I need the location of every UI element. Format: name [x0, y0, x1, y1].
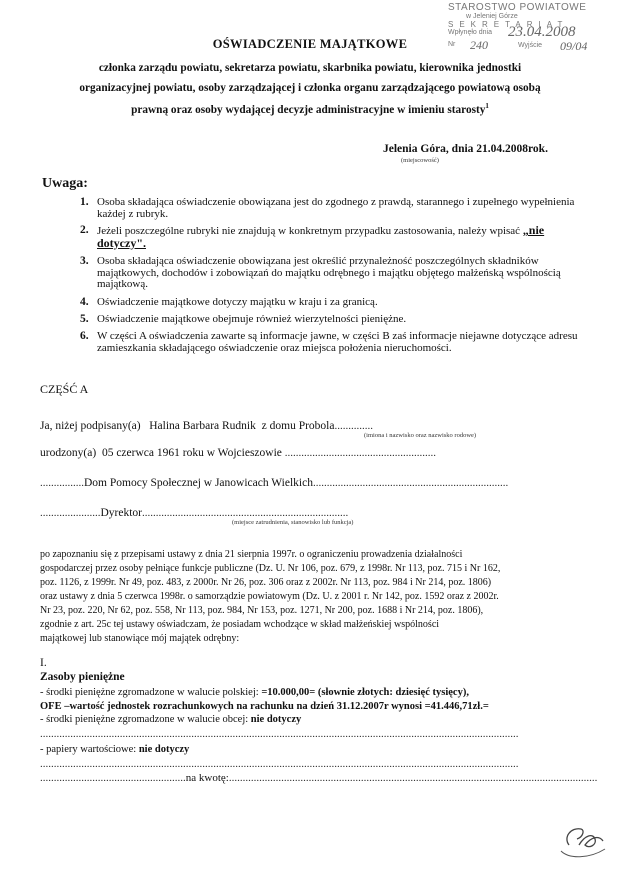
workplace-dots: ....................................................................... [312, 477, 509, 489]
birth-line [40, 447, 436, 459]
amount-label: na kwotę: [185, 772, 229, 784]
pln-value: =10.000,00= (słownie złotych: dziesięć tysięcy), [261, 687, 469, 698]
position-dots: ........................................................................... [142, 507, 349, 519]
instruction-item: Osoba składająca oświadczenie obowiązana jest określić przynależność poszczególnych składników majątkowych, dochodów i zobowiązań do majątku odrębnego i majątku objętego małżeńską wspólnością majątkową. [97, 255, 561, 290]
name-dots: .............. [334, 420, 373, 432]
subtitle-line-1: członka zarządu powiatu, sekretarza powiatu, skarbnika powiatu, kierownika jednostki [98, 62, 522, 74]
instruction-item: W części A oświadczenia zawarte są informacje jawne, w części B zaś informacje niejawne dotyczące adresu zamieszkania składającego oświadczenie oraz miejsca położenia nieruchomości. [97, 330, 578, 354]
legal-line: poz. 1126, z 1999r. Nr 49, poz. 483, z 2000r. Nr 26, poz. 306 oraz z 2002r. Nr 113, poz. 984 i Nr 214, poz. 1806) [40, 577, 492, 588]
birth-name: z domu Probola [261, 420, 335, 432]
subtitle-line-3 [0, 102, 620, 116]
foreign-line [40, 713, 301, 727]
instruction-item: Oświadczenie majątkowe obejmuje również wierzytelności pieniężne. [97, 313, 407, 325]
blank-line: .............................................................................................................................................................................. [40, 728, 519, 740]
legal-line: zgodnie z art. 25c tej ustawy oświadczam, że posiadam wchodzące w skład małżeńskiej wspólności [40, 619, 440, 630]
workplace-line [40, 477, 508, 489]
foreign-value: nie dotyczy [250, 714, 302, 725]
amount-prefix-dots: ..................................................... [40, 772, 186, 784]
amount-dots: ...................................................................................................................................... [228, 772, 598, 784]
stamp-nr-value: 240 [470, 38, 488, 52]
footnote-marker: 1 [485, 102, 489, 110]
born-dots: ....................................................... [284, 447, 437, 459]
pln-line [40, 686, 469, 700]
stamp-wyj-value: 09/04 [560, 39, 588, 53]
stamp-line-2: w Jeleniej Górze [466, 13, 518, 20]
subtitle-line-3-text: prawną oraz osoby wydającej decyzje administracyjne w imieniu starosty [131, 103, 486, 116]
item-number: 3. [80, 255, 89, 267]
instruction-item: Osoba składająca oświadczenie obowiązana jest do zgodnego z prawdą, starannego i zupełnego wypełnienia każdej z rubryk. [97, 196, 575, 220]
part-a-heading: CZĘŚĆ A [40, 382, 89, 396]
ofe-line: OFE –wartość jednostek rozrachunkowych na rachunku na dzień 31.12.2007r wynosi =41.446,71zł.= [40, 701, 489, 712]
stamp-wyj-label: Wyjście [518, 42, 543, 49]
legal-line: Nr 23, poz. 220, Nr 62, poz. 558, Nr 113, poz. 984, Nr 153, poz. 1271, Nr 200, poz. 1688 i Nr 214, poz. 1806), [40, 605, 484, 616]
stamp-line-3: SEKRETARIAT [448, 20, 569, 29]
item-number: 4. [80, 296, 89, 308]
workplace: Dom Pomocy Społecznej w Janowicach Wielkich [84, 477, 313, 489]
instruction-text: Jeżeli poszczególne rubryki nie znajdują w konkretnym przypadku zastosowania, należy wpisać [97, 225, 521, 237]
document-title: OŚWIADCZENIE MAJĄTKOWE [212, 37, 408, 51]
uwaga-heading: Uwaga: [42, 176, 88, 191]
legal-line: po zapoznaniu się z przepisami ustawy z dnia 21 sierpnia 1997r. o ograniczeniu prowadzenia działalności [40, 549, 463, 560]
instruction-item: Oświadczenie majątkowe dotyczy majątku w kraju i za granicą. [97, 296, 378, 308]
stamp-received-label: Wpłynęło dnia [448, 29, 492, 36]
amount-line [40, 772, 597, 784]
stamp-nr-label: Nr [448, 41, 456, 48]
section-number: I. [40, 657, 47, 669]
born-value: 05 czerwca 1961 roku w Wojcieszowie [101, 447, 282, 459]
place-caption: (miejscowość) [401, 157, 439, 164]
position-prefix-dots: ...................... [40, 507, 101, 519]
nie-dotyczy-emphasis: „nie dotyczy". [97, 223, 545, 250]
place-date: Jelenia Góra, dnia 21.04.2008rok. [383, 143, 548, 155]
position: Dyrektor [100, 507, 143, 519]
declarant-label: Ja, niżej podpisany(a) [40, 420, 141, 432]
born-label: urodzony(a) [40, 447, 97, 459]
legal-line: majątkowej lub stanowiące mój majątek odrębny: [40, 633, 240, 644]
item-number: 5. [80, 313, 89, 325]
item-number: 2. [80, 224, 89, 236]
name-caption: (imiona i nazwisko oraz nazwisko rodowe) [364, 432, 477, 439]
instruction-item [97, 225, 585, 250]
item-number: 6. [80, 330, 89, 342]
declarant-name: Halina Barbara Rudnik [149, 420, 256, 432]
item-number: 1. [80, 196, 89, 208]
handwritten-initials [555, 815, 613, 863]
workplace-prefix-dots: ................ [40, 477, 84, 489]
stamp-line-1: STAROSTWO POWIATOWE [448, 2, 587, 13]
blank-line: .............................................................................................................................................................................. [40, 758, 519, 770]
position-line [40, 507, 348, 519]
stamp-received-date: 23.04.2008 [508, 24, 576, 40]
legal-line: oraz ustawy z dnia 5 czerwca 1998r. o samorządzie powiatowym (Dz. U. z 2001 r. Nr 142, poz. 1592 oraz z 2002r. [40, 591, 499, 602]
securities-label: - papiery wartościowe: [40, 744, 137, 755]
pln-label: - środki pieniężne zgromadzone w walucie polskiej: [40, 687, 259, 698]
foreign-label: - środki pieniężne zgromadzone w walucie obcej: [40, 714, 249, 725]
legal-line: gospodarczej przez osoby pełniące funkcje publiczne (Dz. U. Nr 106, poz. 679, z 1998r. Nr 113, poz. 715 i Nr 162, [40, 563, 501, 574]
subtitle-line-2: organizacyjnej powiatu, osoby zarządzającej i członka organu zarządzającego powiatową osobą [79, 82, 541, 94]
securities-value: nie dotyczy [138, 744, 190, 755]
section-heading: Zasoby pieniężne [40, 671, 125, 683]
declarant-line [40, 420, 373, 432]
securities-line [40, 743, 189, 757]
position-caption: (miejsce zatrudnienia, stanowisko lub funkcja) [232, 519, 354, 526]
